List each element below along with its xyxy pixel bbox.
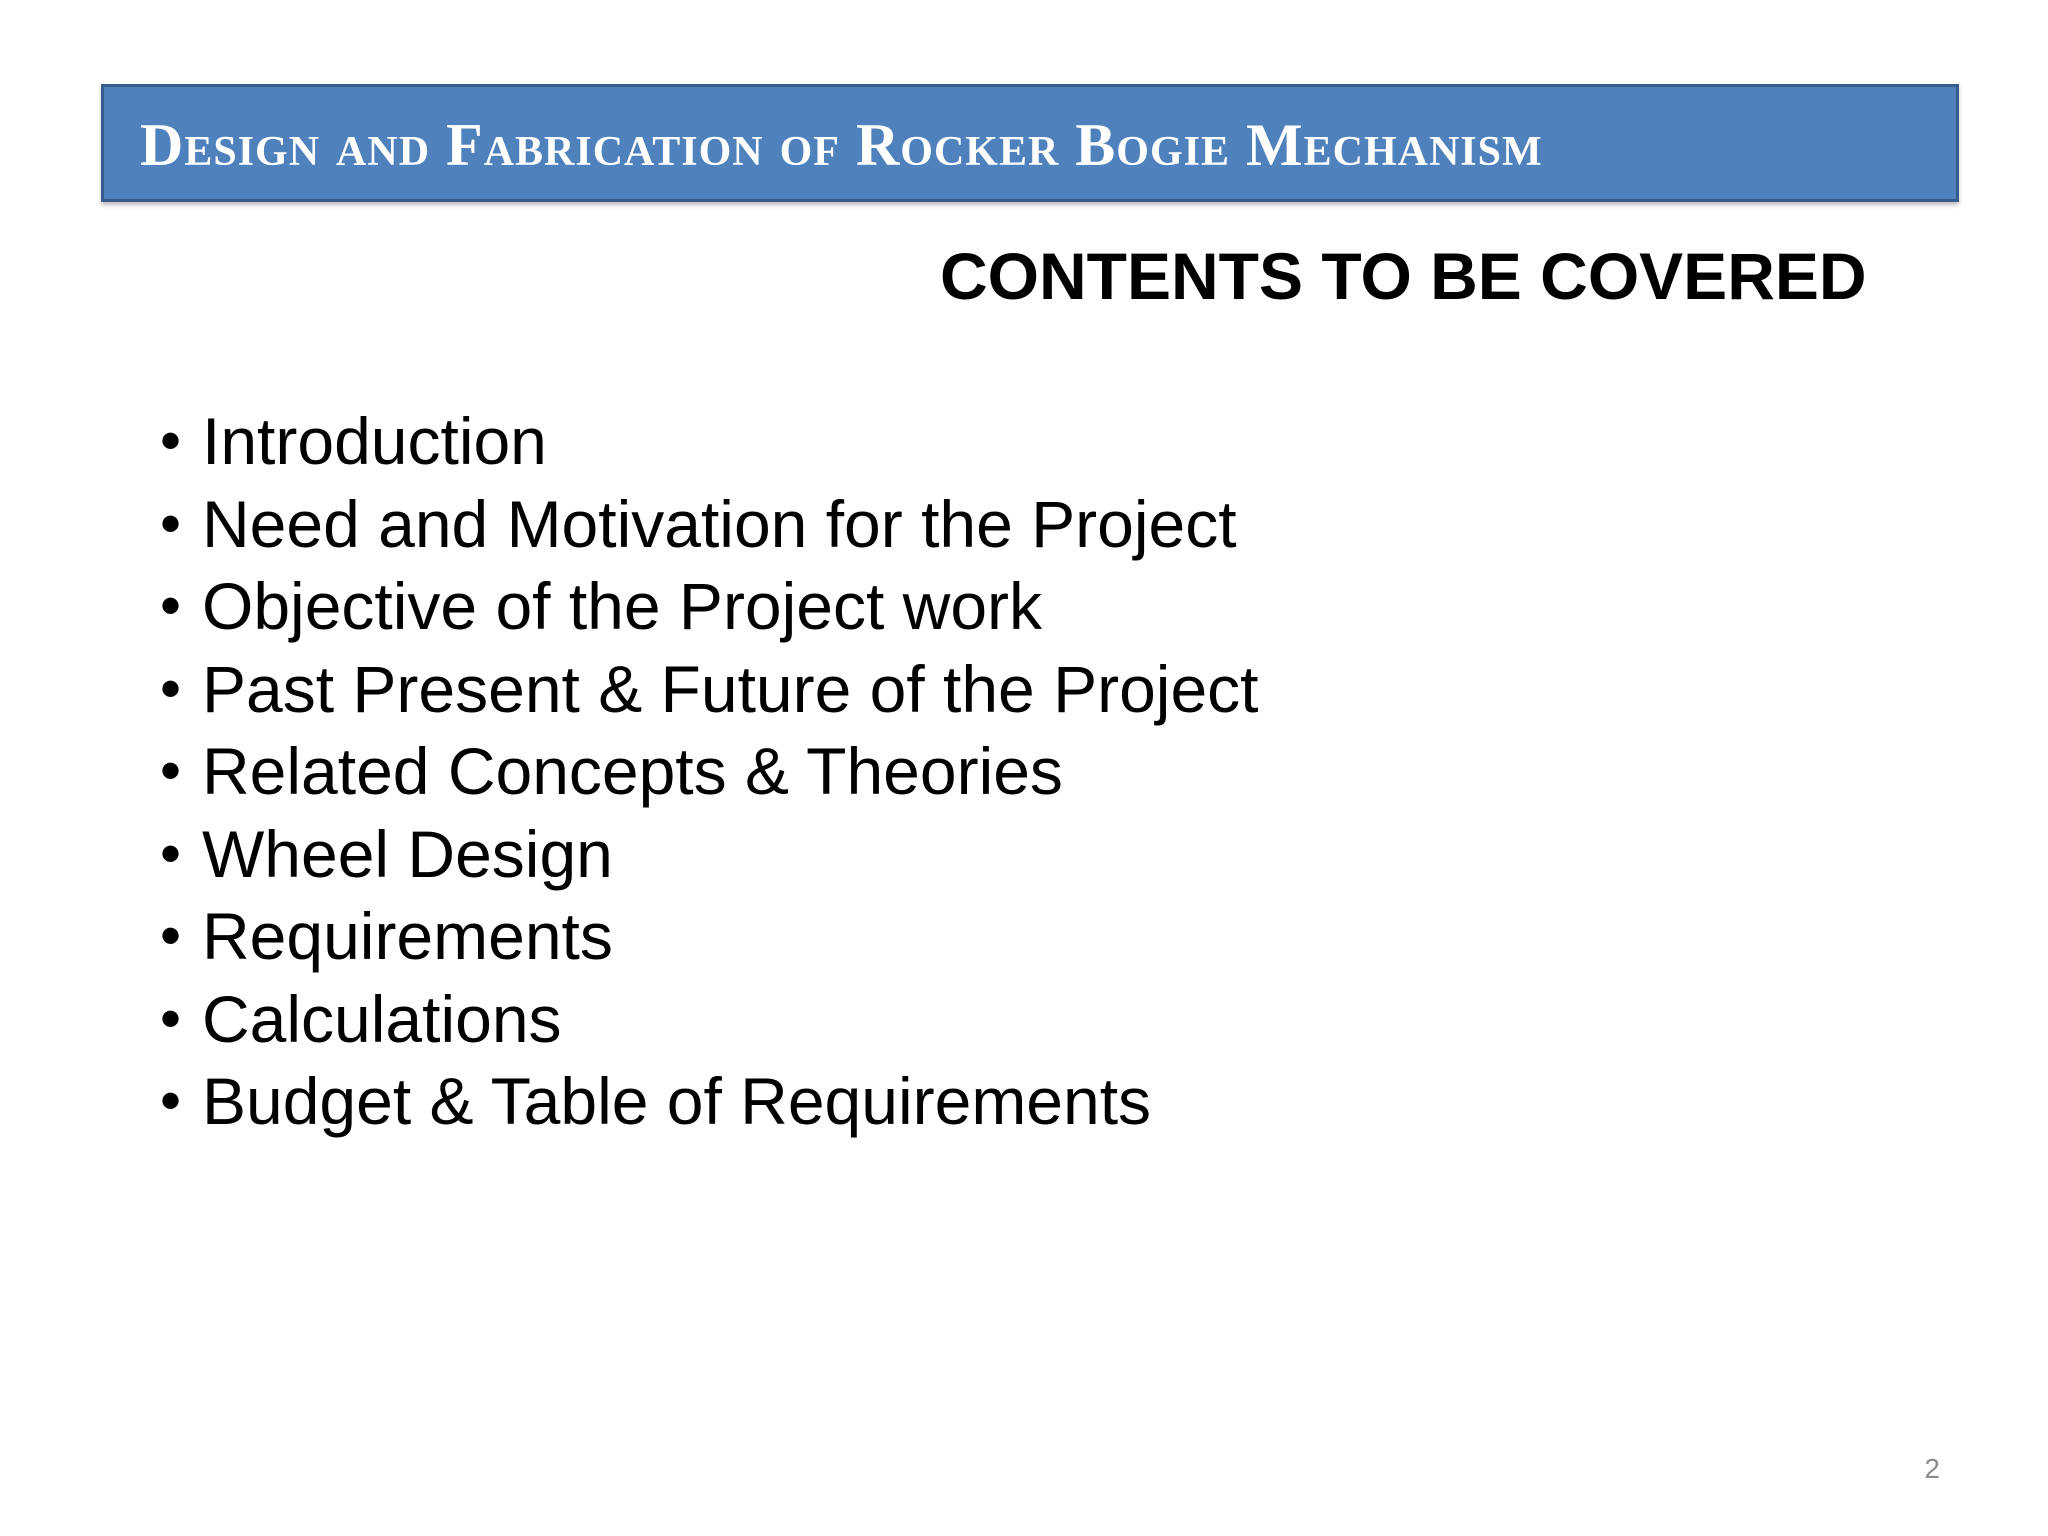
contents-list (160, 400, 1259, 1143)
bullet-icon: • (160, 572, 182, 639)
title-banner (101, 84, 1959, 202)
list-item (160, 895, 1259, 978)
bullet-icon: • (160, 489, 182, 557)
list-item (160, 565, 1259, 648)
list-item (160, 648, 1259, 731)
list-item (160, 483, 1259, 566)
list-item (160, 813, 1259, 896)
list-item-text: Requirements (202, 899, 613, 973)
list-item (160, 730, 1259, 813)
list-item-text: Need and Motivation for the Project (202, 486, 1237, 561)
list-item (160, 400, 1259, 483)
list-item-text: Budget & Table of Requirements (202, 1064, 1152, 1138)
list-item (160, 978, 1259, 1061)
list-item-text: Calculations (202, 981, 562, 1056)
bullet-icon: • (160, 654, 182, 722)
list-item (160, 1060, 1259, 1143)
slide-title: Design and Fabrication of Rocker Bogie Mechanism (140, 112, 1543, 178)
list-item-text: Wheel Design (202, 816, 613, 891)
bullet-icon: • (160, 737, 182, 804)
bullet-icon: • (160, 984, 182, 1052)
bullet-icon: • (160, 902, 182, 969)
list-item-text: Related Concepts & Theories (202, 734, 1063, 808)
section-heading: CONTENTS TO BE COVERED (940, 239, 1867, 313)
page-number: 2 (1924, 1453, 1940, 1484)
list-item-text: Introduction (202, 404, 547, 478)
list-item-text: Past Present & Future of the Project (202, 651, 1259, 726)
bullet-icon: • (160, 1067, 182, 1134)
bullet-icon: • (160, 819, 182, 887)
list-item-text: Objective of the Project work (202, 569, 1043, 643)
bullet-icon: • (160, 407, 182, 474)
